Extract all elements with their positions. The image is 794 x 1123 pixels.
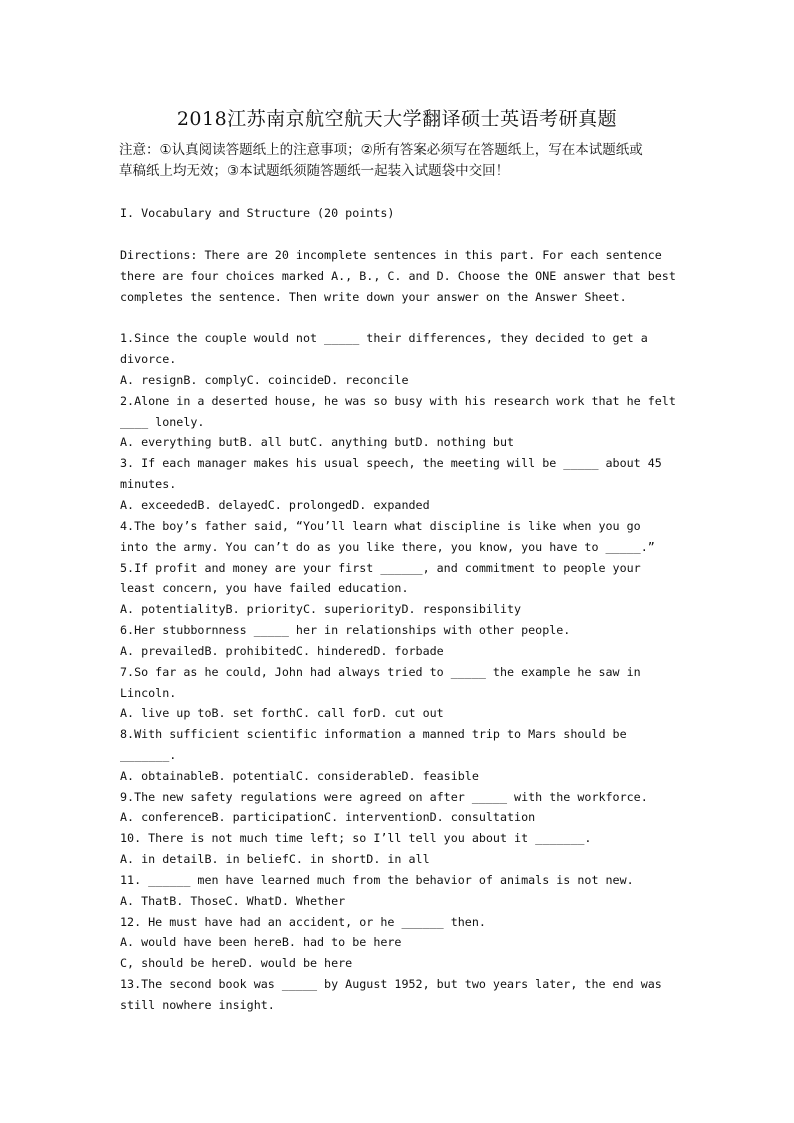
question-line: into the army. You can’t do as you like there, you know, you have to _____.” xyxy=(120,540,655,554)
question-line: ____ lonely. xyxy=(120,415,205,429)
directions-line: Directions: There are 20 incomplete sentences in this part. For each sentence xyxy=(120,248,662,262)
answer-options: A. ThatB. ThoseC. WhatD. Whether xyxy=(120,894,346,908)
question-line: 3. If each manager makes his usual speech, the meeting will be _____ about 45 xyxy=(120,456,662,470)
question-line: 6.Her stubbornness _____ her in relationships with other people. xyxy=(120,623,571,637)
question-line: 10. There is not much time left; so I’ll tell you about it _______. xyxy=(120,831,592,845)
answer-options: A. would have been hereB. had to be here xyxy=(120,935,402,949)
directions-line: there are four choices marked A., B., C. and D. Choose the ONE answer that best xyxy=(120,269,676,283)
question-line: Lincoln. xyxy=(120,686,177,700)
question-line: 1.Since the couple would not _____ their differences, they decided to get a xyxy=(120,331,648,345)
question-line: minutes. xyxy=(120,477,177,491)
answer-options: A. potentialityB. priorityC. superiorityD. responsibility xyxy=(120,602,522,616)
notice-line: 草稿纸上均无效；③本试题纸须随答题纸一起装入试题袋中交回！ xyxy=(119,163,510,179)
notice-line: 注意：①认真阅读答题纸上的注意事项；②所有答案必须写在答题纸上，写在本试题纸或 xyxy=(119,142,643,158)
answer-options: A. conferenceB. participationC. interventionD. consultation xyxy=(120,810,536,824)
question-line: 13.The second book was _____ by August 1952, but two years later, the end was xyxy=(120,977,662,991)
question-line: least concern, you have failed education. xyxy=(120,581,409,595)
question-line: still nowhere insight. xyxy=(120,998,275,1012)
answer-options: A. prevailedB. prohibitedC. hinderedD. forbade xyxy=(120,644,444,658)
directions-line: completes the sentence. Then write down your answer on the Answer Sheet. xyxy=(120,290,627,304)
question-line: 7.So far as he could, John had always tried to _____ the example he saw in xyxy=(120,665,641,679)
answer-options: A. resignB. complyC. coincideD. reconcile xyxy=(120,373,409,387)
answer-options: A. exceededB. delayedC. prolongedD. expanded xyxy=(120,498,430,512)
question-line: 4.The boy’s father said, “You’ll learn what discipline is like when you go xyxy=(120,519,641,533)
answer-options: A. obtainableB. potentialC. considerableD. feasible xyxy=(120,769,479,783)
answer-options: A. in detailB. in beliefC. in shortD. in all xyxy=(120,852,430,866)
question-line: 12. He must have had an accident, or he ______ then. xyxy=(120,915,486,929)
section-heading: I. Vocabulary and Structure (20 points) xyxy=(120,206,395,220)
question-line: _______. xyxy=(120,748,177,762)
answer-options: A. live up toB. set forthC. call forD. cut out xyxy=(120,706,444,720)
question-line: divorce. xyxy=(120,352,177,366)
question-line: 2.Alone in a deserted house, he was so busy with his research work that he felt xyxy=(120,394,676,408)
exam-notice xyxy=(119,140,679,182)
question-line: 9.The new safety regulations were agreed on after _____ with the workforce. xyxy=(120,790,648,804)
question-line: 5.If profit and money are your first ______, and commitment to people your xyxy=(120,561,641,575)
page-title: 2018江苏南京航空航天大学翻译硕士英语考研真题 xyxy=(176,108,618,130)
question-line: 8.With sufficient scientific information a manned trip to Mars should be xyxy=(120,727,627,741)
answer-options: A. everything butB. all butC. anything butD. nothing but xyxy=(120,435,515,449)
answer-options: C, should be hereD. would be here xyxy=(120,956,353,970)
question-line: 11. ______ men have learned much from the behavior of animals is not new. xyxy=(120,873,634,887)
